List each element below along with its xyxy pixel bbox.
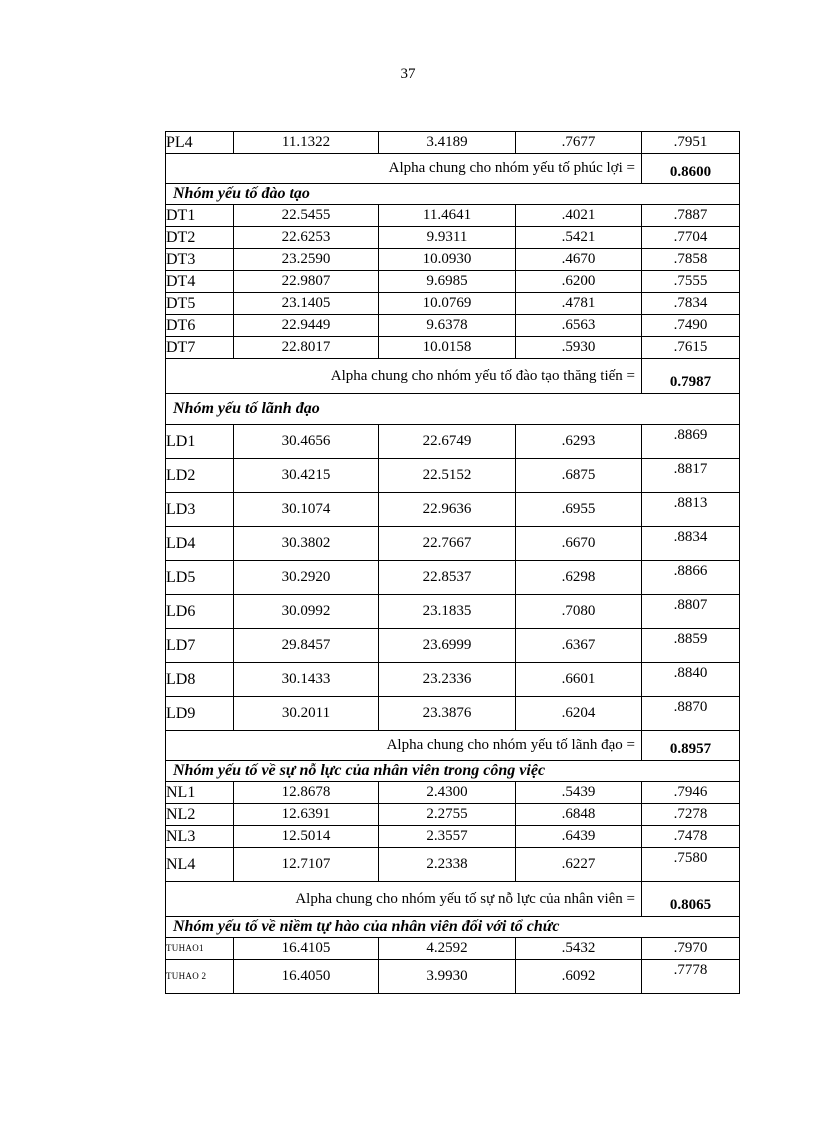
scale-variance-if-deleted: 2.2755 xyxy=(379,804,516,826)
scale-variance-if-deleted: 2.4300 xyxy=(379,782,516,804)
table-row xyxy=(166,337,740,359)
item-code: TUHAO1 xyxy=(166,938,234,960)
table-row xyxy=(166,132,740,154)
corrected-item-total-correlation: .6293 xyxy=(516,425,642,459)
alpha-summary-value: 0.8065 xyxy=(642,882,740,917)
corrected-item-total-correlation: .6298 xyxy=(516,561,642,595)
scale-mean-if-deleted: 30.3802 xyxy=(234,527,379,561)
scale-variance-if-deleted: 9.6378 xyxy=(379,315,516,337)
scale-variance-if-deleted: 23.3876 xyxy=(379,697,516,731)
table-row xyxy=(166,848,740,882)
scale-variance-if-deleted: 9.9311 xyxy=(379,227,516,249)
corrected-item-total-correlation: .6848 xyxy=(516,804,642,826)
table-row xyxy=(166,782,740,804)
scale-variance-if-deleted: 23.6999 xyxy=(379,629,516,663)
corrected-item-total-correlation: .6955 xyxy=(516,493,642,527)
scale-mean-if-deleted: 22.8017 xyxy=(234,337,379,359)
scale-mean-if-deleted: 30.4215 xyxy=(234,459,379,493)
scale-mean-if-deleted: 22.5455 xyxy=(234,205,379,227)
item-code: PL4 xyxy=(166,132,234,154)
corrected-item-total-correlation: .5432 xyxy=(516,938,642,960)
alpha-if-item-deleted: .7887 xyxy=(642,205,740,227)
alpha-summary-value: 0.7987 xyxy=(642,359,740,394)
alpha-if-item-deleted: .8859 xyxy=(642,629,740,663)
alpha-if-item-deleted: .7778 xyxy=(642,960,740,994)
item-code: DT3 xyxy=(166,249,234,271)
item-code: DT4 xyxy=(166,271,234,293)
scale-mean-if-deleted: 30.1433 xyxy=(234,663,379,697)
corrected-item-total-correlation: .6367 xyxy=(516,629,642,663)
table-row xyxy=(166,249,740,271)
scale-variance-if-deleted: 10.0158 xyxy=(379,337,516,359)
group-heading-row xyxy=(166,394,740,425)
scale-variance-if-deleted: 9.6985 xyxy=(379,271,516,293)
alpha-if-item-deleted: .7704 xyxy=(642,227,740,249)
scale-mean-if-deleted: 16.4105 xyxy=(234,938,379,960)
corrected-item-total-correlation: .6204 xyxy=(516,697,642,731)
item-code: LD6 xyxy=(166,595,234,629)
table-row xyxy=(166,271,740,293)
table-row xyxy=(166,227,740,249)
scale-variance-if-deleted: 10.0930 xyxy=(379,249,516,271)
group-heading: Nhóm yếu tố về sự nỗ lực của nhân viên trong công việc xyxy=(166,761,740,782)
group-alpha-row xyxy=(166,882,740,917)
item-code: NL4 xyxy=(166,848,234,882)
table-row xyxy=(166,804,740,826)
table-row xyxy=(166,425,740,459)
alpha-if-item-deleted: .7834 xyxy=(642,293,740,315)
alpha-if-item-deleted: .7951 xyxy=(642,132,740,154)
scale-mean-if-deleted: 22.9807 xyxy=(234,271,379,293)
item-code: DT1 xyxy=(166,205,234,227)
corrected-item-total-correlation: .4021 xyxy=(516,205,642,227)
scale-mean-if-deleted: 22.6253 xyxy=(234,227,379,249)
table-row xyxy=(166,697,740,731)
item-code: LD7 xyxy=(166,629,234,663)
corrected-item-total-correlation: .6563 xyxy=(516,315,642,337)
group-alpha-row xyxy=(166,359,740,394)
table-row xyxy=(166,663,740,697)
table-row xyxy=(166,315,740,337)
scale-variance-if-deleted: 3.9930 xyxy=(379,960,516,994)
alpha-if-item-deleted: .7615 xyxy=(642,337,740,359)
scale-variance-if-deleted: 3.4189 xyxy=(379,132,516,154)
item-code: LD5 xyxy=(166,561,234,595)
alpha-if-item-deleted: .8807 xyxy=(642,595,740,629)
table-row xyxy=(166,293,740,315)
group-alpha-row xyxy=(166,731,740,761)
alpha-summary-label: Alpha chung cho nhóm yếu tố lãnh đạo = xyxy=(166,731,642,761)
scale-mean-if-deleted: 12.6391 xyxy=(234,804,379,826)
corrected-item-total-correlation: .5930 xyxy=(516,337,642,359)
item-code: NL1 xyxy=(166,782,234,804)
group-heading-row xyxy=(166,184,740,205)
corrected-item-total-correlation: .6227 xyxy=(516,848,642,882)
scale-variance-if-deleted: 22.9636 xyxy=(379,493,516,527)
scale-variance-if-deleted: 23.1835 xyxy=(379,595,516,629)
corrected-item-total-correlation: .6670 xyxy=(516,527,642,561)
table-row xyxy=(166,629,740,663)
scale-mean-if-deleted: 29.8457 xyxy=(234,629,379,663)
scale-mean-if-deleted: 30.2011 xyxy=(234,697,379,731)
alpha-summary-label: Alpha chung cho nhóm yếu tố đào tạo thăng tiến = xyxy=(166,359,642,394)
scale-mean-if-deleted: 30.1074 xyxy=(234,493,379,527)
scale-mean-if-deleted: 30.4656 xyxy=(234,425,379,459)
alpha-if-item-deleted: .7580 xyxy=(642,848,740,882)
scale-variance-if-deleted: 23.2336 xyxy=(379,663,516,697)
scale-mean-if-deleted: 30.0992 xyxy=(234,595,379,629)
alpha-if-item-deleted: .7946 xyxy=(642,782,740,804)
table-row xyxy=(166,595,740,629)
corrected-item-total-correlation: .4781 xyxy=(516,293,642,315)
item-code: NL3 xyxy=(166,826,234,848)
alpha-summary-value: 0.8957 xyxy=(642,731,740,761)
item-code: LD4 xyxy=(166,527,234,561)
alpha-summary-value: 0.8600 xyxy=(642,154,740,184)
group-heading: Nhóm yếu tố đào tạo xyxy=(166,184,740,205)
scale-mean-if-deleted: 11.1322 xyxy=(234,132,379,154)
item-code: TUHAO 2 xyxy=(166,960,234,994)
group-heading-row xyxy=(166,917,740,938)
alpha-if-item-deleted: .8870 xyxy=(642,697,740,731)
scale-mean-if-deleted: 16.4050 xyxy=(234,960,379,994)
alpha-if-item-deleted: .8866 xyxy=(642,561,740,595)
table-row xyxy=(166,561,740,595)
table-row xyxy=(166,493,740,527)
scale-variance-if-deleted: 11.4641 xyxy=(379,205,516,227)
scale-variance-if-deleted: 22.7667 xyxy=(379,527,516,561)
corrected-item-total-correlation: .6092 xyxy=(516,960,642,994)
item-code: LD3 xyxy=(166,493,234,527)
corrected-item-total-correlation: .6439 xyxy=(516,826,642,848)
group-heading: Nhóm yếu tố lãnh đạo xyxy=(166,394,740,425)
corrected-item-total-correlation: .6601 xyxy=(516,663,642,697)
scale-variance-if-deleted: 4.2592 xyxy=(379,938,516,960)
scale-mean-if-deleted: 23.2590 xyxy=(234,249,379,271)
item-code: DT6 xyxy=(166,315,234,337)
scale-mean-if-deleted: 23.1405 xyxy=(234,293,379,315)
alpha-if-item-deleted: .7478 xyxy=(642,826,740,848)
table-row xyxy=(166,459,740,493)
table-row xyxy=(166,527,740,561)
scale-mean-if-deleted: 12.8678 xyxy=(234,782,379,804)
group-alpha-row xyxy=(166,154,740,184)
item-code: NL2 xyxy=(166,804,234,826)
group-heading-row xyxy=(166,761,740,782)
table-row xyxy=(166,960,740,994)
alpha-if-item-deleted: .8813 xyxy=(642,493,740,527)
item-code: LD8 xyxy=(166,663,234,697)
item-code: LD2 xyxy=(166,459,234,493)
alpha-if-item-deleted: .8840 xyxy=(642,663,740,697)
alpha-if-item-deleted: .8834 xyxy=(642,527,740,561)
scale-mean-if-deleted: 12.7107 xyxy=(234,848,379,882)
group-heading: Nhóm yếu tố về niềm tự hào của nhân viên đối với tổ chức xyxy=(166,917,740,938)
item-code: DT7 xyxy=(166,337,234,359)
scale-variance-if-deleted: 22.8537 xyxy=(379,561,516,595)
corrected-item-total-correlation: .4670 xyxy=(516,249,642,271)
corrected-item-total-correlation: .7080 xyxy=(516,595,642,629)
item-code: DT5 xyxy=(166,293,234,315)
alpha-if-item-deleted: .7858 xyxy=(642,249,740,271)
scale-mean-if-deleted: 30.2920 xyxy=(234,561,379,595)
scale-variance-if-deleted: 22.5152 xyxy=(379,459,516,493)
alpha-summary-label: Alpha chung cho nhóm yếu tố phúc lợi = xyxy=(166,154,642,184)
table-row xyxy=(166,938,740,960)
item-code: DT2 xyxy=(166,227,234,249)
alpha-if-item-deleted: .7970 xyxy=(642,938,740,960)
corrected-item-total-correlation: .6875 xyxy=(516,459,642,493)
alpha-if-item-deleted: .8869 xyxy=(642,425,740,459)
corrected-item-total-correlation: .7677 xyxy=(516,132,642,154)
item-code: LD1 xyxy=(166,425,234,459)
scale-mean-if-deleted: 22.9449 xyxy=(234,315,379,337)
corrected-item-total-correlation: .5421 xyxy=(516,227,642,249)
table-row xyxy=(166,205,740,227)
alpha-if-item-deleted: .7555 xyxy=(642,271,740,293)
corrected-item-total-correlation: .5439 xyxy=(516,782,642,804)
alpha-if-item-deleted: .7490 xyxy=(642,315,740,337)
alpha-if-item-deleted: .7278 xyxy=(642,804,740,826)
scale-mean-if-deleted: 12.5014 xyxy=(234,826,379,848)
scale-variance-if-deleted: 2.3557 xyxy=(379,826,516,848)
scale-variance-if-deleted: 10.0769 xyxy=(379,293,516,315)
table-row xyxy=(166,826,740,848)
scale-variance-if-deleted: 22.6749 xyxy=(379,425,516,459)
alpha-summary-label: Alpha chung cho nhóm yếu tố sự nỗ lực của nhân viên = xyxy=(166,882,642,917)
scale-variance-if-deleted: 2.2338 xyxy=(379,848,516,882)
reliability-table xyxy=(165,131,740,994)
page-number: 37 xyxy=(400,66,416,82)
item-code: LD9 xyxy=(166,697,234,731)
alpha-if-item-deleted: .8817 xyxy=(642,459,740,493)
corrected-item-total-correlation: .6200 xyxy=(516,271,642,293)
